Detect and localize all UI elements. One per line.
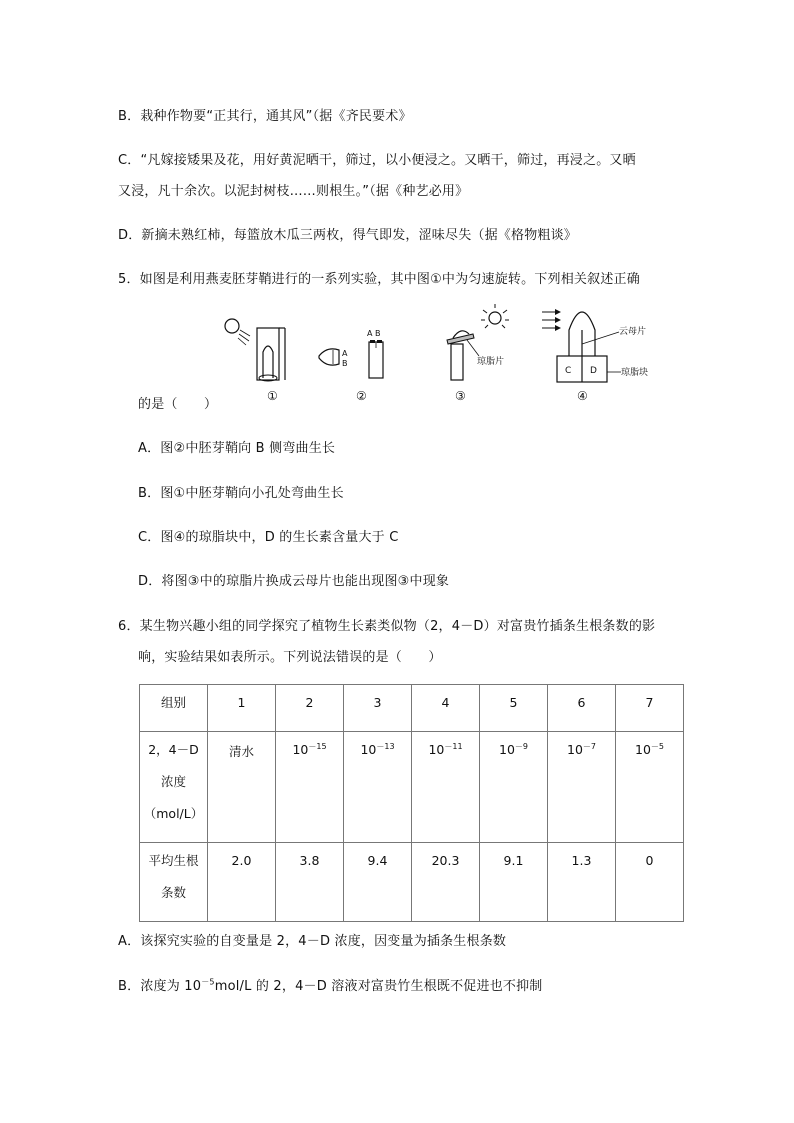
label-b: B xyxy=(342,359,348,368)
table-cell: 20.3 xyxy=(412,843,480,922)
conc-base: 10 xyxy=(292,742,309,757)
agar-slice xyxy=(447,334,474,344)
table-cell: 3 xyxy=(344,685,412,732)
table-cell: 7 xyxy=(616,685,684,732)
figure-number-2: ② xyxy=(356,389,367,403)
option-5a: A．图②中胚芽鞘向 B 侧弯曲生长 xyxy=(138,441,336,456)
header-line: 浓度 xyxy=(160,774,186,789)
conc-exponent: －15 xyxy=(308,741,327,751)
table-header-cell: 组别 xyxy=(140,685,208,732)
option-6b-exponent: －5 xyxy=(201,977,215,987)
table-cell: 6 xyxy=(548,685,616,732)
table-cell: 4 xyxy=(412,685,480,732)
option-4d: D．新摘未熟红柿，每篮放木瓜三两枚，得气即发，涩味尽失（据《格物粗谈》 xyxy=(118,228,578,243)
table-header-cell xyxy=(140,843,208,922)
table-row xyxy=(140,685,684,732)
conc-base: 10 xyxy=(635,742,651,757)
option-6a: A．该探究实验的自变量是 2，4－D 浓度，因变量为插条生根条数 xyxy=(118,934,507,949)
table-cell xyxy=(548,732,616,843)
table-cell: 0 xyxy=(616,843,684,922)
table-cell: 1.3 xyxy=(548,843,616,922)
table-cell: 5 xyxy=(480,685,548,732)
option-5c: C．图④的琼脂块中，D 的生长素含量大于 C xyxy=(138,530,399,545)
sun-icon xyxy=(225,319,239,333)
table-cell: 3.8 xyxy=(276,843,344,922)
coleoptile-3 xyxy=(451,344,463,380)
sun-icon xyxy=(489,312,501,324)
question-5-stem-line2: 的是（ ） xyxy=(138,397,218,412)
figure-number-1: ① xyxy=(267,389,278,403)
option-4c-line1: C．“凡嫁接矮果及花，用好黄泥晒干，筛过，以小便浸之。又晒干，筛过，再浸之。又晒 xyxy=(118,153,636,168)
conc-base: 10 xyxy=(360,742,377,757)
question-5-stem-line1: 5．如图是利用燕麦胚芽鞘进行的一系列实验，其中图①中为匀速旋转。下列相关叙述正确 xyxy=(118,272,640,287)
rotating-box xyxy=(257,328,279,380)
label-c: C xyxy=(565,366,572,376)
header-line: 条数 xyxy=(160,885,186,900)
conc-base: 10 xyxy=(567,742,583,757)
conc-base: 10 xyxy=(428,742,445,757)
conc-exponent: －7 xyxy=(582,741,596,751)
header-line: （mol/L） xyxy=(143,806,204,821)
table-header-cell xyxy=(140,732,208,843)
figure-number-4: ④ xyxy=(577,389,588,403)
table-cell: 2.0 xyxy=(208,843,276,922)
experiment-figure xyxy=(215,300,655,410)
table-cell xyxy=(480,732,548,843)
table-cell xyxy=(344,732,412,843)
option-6b-pre: B．浓度为 10 xyxy=(118,979,202,994)
label-a: A xyxy=(342,349,348,358)
conc-exponent: －9 xyxy=(514,741,528,751)
table-cell xyxy=(276,732,344,843)
figure-2 xyxy=(319,329,383,403)
conc-exponent: －11 xyxy=(444,741,463,751)
figure-3 xyxy=(447,304,509,403)
conc-exponent: －5 xyxy=(650,741,664,751)
conc-exponent: －13 xyxy=(376,741,395,751)
excised-tip xyxy=(319,349,339,365)
table-row xyxy=(140,843,684,922)
option-4c-line2: 又浸，凡十余次。以泥封树枝……则根生。”（据《种艺必用》 xyxy=(118,184,469,199)
label-ab-top: A B xyxy=(367,329,381,338)
header-line: 平均生根 xyxy=(148,853,199,868)
table-cell xyxy=(412,732,480,843)
conc-base: 10 xyxy=(499,742,515,757)
option-6b-post: mol/L 的 2，4－D 溶液对富贵竹生根既不促进也不抑制 xyxy=(214,979,543,994)
table-cell: 9.4 xyxy=(344,843,412,922)
results-table xyxy=(139,684,684,922)
table-cell: 2 xyxy=(276,685,344,732)
label-d: D xyxy=(590,366,597,376)
table-cell: 1 xyxy=(208,685,276,732)
header-line: 2，4－D xyxy=(148,742,199,757)
figure-1 xyxy=(225,319,285,403)
question-6-stem-line2: 响，实验结果如表所示。下列说法错误的是（ ） xyxy=(138,650,442,665)
figure-number-3: ③ xyxy=(455,389,466,403)
table-cell: 9.1 xyxy=(480,843,548,922)
table-row xyxy=(140,732,684,843)
label-mica: 云母片 xyxy=(619,327,647,337)
coleoptile-1 xyxy=(263,346,273,378)
option-5b: B．图①中胚芽鞘向小孔处弯曲生长 xyxy=(138,486,344,501)
figure-4 xyxy=(542,309,648,403)
table-cell: 清水 xyxy=(208,732,276,843)
option-4b: B．栽种作物要“正其行，通其风”（据《齐民要术》 xyxy=(118,109,412,124)
label-agar-block: 琼脂块 xyxy=(621,368,649,378)
option-6b xyxy=(118,975,543,994)
table-cell xyxy=(616,732,684,843)
question-6-stem-line1: 6．某生物兴趣小组的同学探究了植物生长素类似物（2，4－D）对富贵竹插条生根条数的影 xyxy=(118,619,656,634)
label-agar-slice: 琼脂片 xyxy=(477,357,505,367)
option-5d: D．将图③中的琼脂片换成云母片也能出现图③中现象 xyxy=(138,574,450,589)
